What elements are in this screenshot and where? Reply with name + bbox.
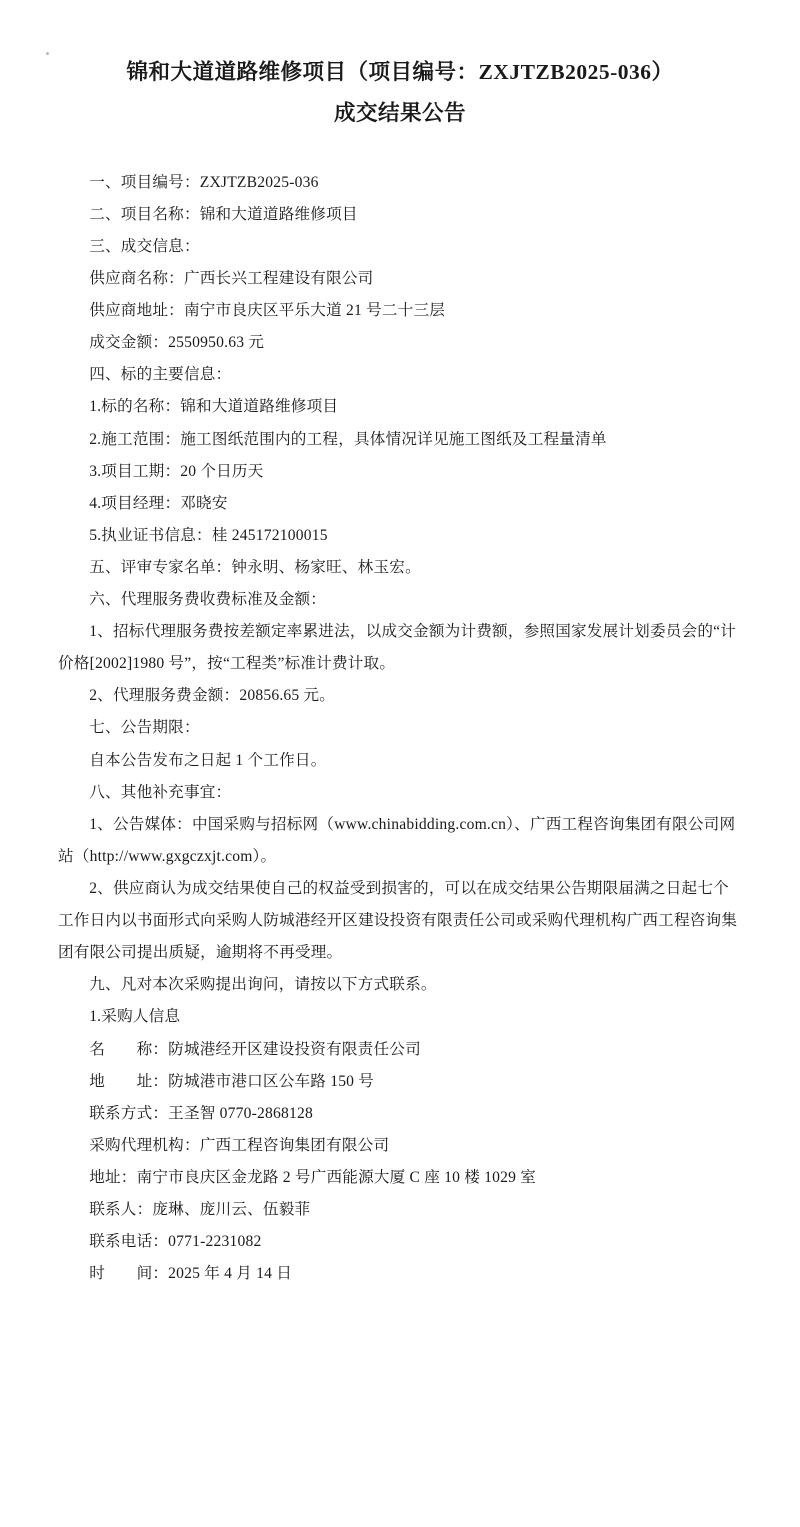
paragraph: 1.采购人信息 (89, 1008, 181, 1026)
paragraph: 1.标的名称：锦和大道道路维修项目 (89, 398, 339, 416)
paragraph: 地址：南宁市良庆区金龙路 2 号广西能源大厦 C 座 10 楼 1029 室 (89, 1169, 537, 1187)
paragraph: 六、代理服务费收费标准及金额： (89, 591, 327, 609)
paragraph: 1、公告媒体：中国采购与招标网（www.chinabidding.com.cn）、广西工程咨询集团有限公司网站（http://www.gxgczxjt.com）。 (58, 815, 736, 865)
paragraph: 联系电话：0771-2231082 (89, 1233, 262, 1251)
paragraph: 四、标的主要信息： (89, 366, 232, 384)
paragraph: 自本公告发布之日起 1 个工作日。 (89, 751, 327, 769)
paragraph: 2、供应商认为成交结果使自己的权益受到损害的，可以在成交结果公告期限届满之日起七个工作日内以书面形式向采购人防城港经开区建设投资有限责任公司或采购代理机构广西工程咨询集团有限公司提出质疑，逾期将不再受理。 (58, 880, 738, 962)
paragraph: 3.项目工期：20 个日历天 (89, 462, 264, 480)
paragraph: 供应商名称：广西长兴工程建设有限公司 (89, 269, 374, 287)
paragraph: 二、项目名称：锦和大道道路维修项目 (89, 205, 358, 223)
paragraph: 名 称：防城港经开区建设投资有限责任公司 (89, 1040, 421, 1058)
paragraph: 供应商地址：南宁市良庆区平乐大道 21 号二十三层 (89, 302, 446, 320)
paragraph: 2.施工范围：施工图纸范围内的工程，具体情况详见施工图纸及工程量清单 (89, 430, 607, 448)
title-line-2: 成交结果公告 (333, 101, 466, 126)
paragraph: 联系人：庞琳、庞川云、伍毅菲 (89, 1201, 311, 1219)
paragraph: 联系方式：王圣智 0770-2868128 (89, 1104, 313, 1122)
paragraph: 4.项目经理：邓晓安 (89, 494, 228, 512)
page-title (58, 56, 742, 131)
page-corner-mark (46, 52, 49, 55)
paragraph: 5.执业证书信息：桂 245172100015 (89, 526, 328, 544)
document-body (58, 167, 742, 1291)
title-line-1: 锦和大道道路维修项目（项目编号：ZXJTZB2025-036） (126, 60, 674, 84)
paragraph: 三、成交信息： (89, 237, 200, 255)
paragraph: 1、招标代理服务费按差额定率累进法，以成交金额为计费额，参照国家发展计划委员会的“计价格[2002]1980 号”，按“工程类”标准计费计取。 (58, 623, 737, 673)
paragraph: 地 址：防城港市港口区公车路 150 号 (89, 1072, 375, 1090)
paragraph: 九、凡对本次采购提出询问，请按以下方式联系。 (89, 976, 437, 994)
paragraph: 五、评审专家名单：钟永明、杨家旺、林玉宏。 (89, 558, 421, 576)
paragraph: 成交金额：2550950.63 元 (89, 334, 265, 352)
paragraph: 一、项目编号：ZXJTZB2025-036 (89, 173, 319, 191)
paragraph: 时 间：2025 年 4 月 14 日 (89, 1265, 293, 1283)
paragraph: 七、公告期限： (89, 719, 200, 737)
paragraph: 2、代理服务费金额：20856.65 元。 (89, 687, 336, 705)
paragraph: 采购代理机构：广西工程咨询集团有限公司 (89, 1136, 390, 1154)
paragraph: 八、其他补充事宜： (89, 783, 232, 801)
